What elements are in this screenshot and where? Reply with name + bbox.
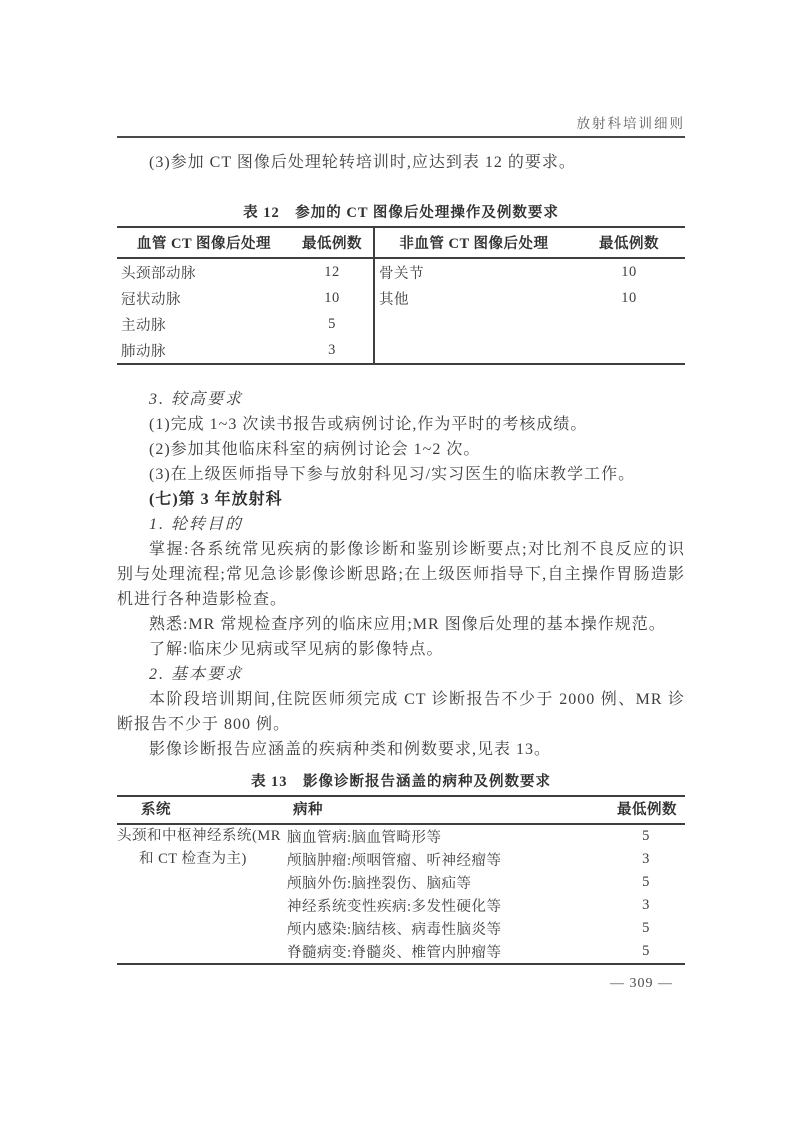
- table-row: [287, 825, 685, 848]
- cell-label: 主动脉: [121, 317, 166, 334]
- cell-disease: 脊髓病变:脊髓炎、椎管内肿瘤等: [287, 945, 502, 961]
- table-row: [287, 848, 685, 871]
- cell-label: 其他: [379, 291, 409, 308]
- cell-disease: 颅脑外伤:脑挫裂伤、脑疝等: [287, 876, 472, 892]
- intro-paragraph: (3)参加 CT 图像后处理轮转培训时,应达到表 12 的要求。: [149, 154, 576, 171]
- table12-right-half: [375, 228, 685, 363]
- running-head: 放射科培训细则: [576, 116, 685, 131]
- subheading-basic-requirements: 2. 基本要求: [149, 666, 244, 683]
- table12: [117, 226, 685, 365]
- page-number: — 309 —: [610, 976, 673, 991]
- list-item: (2)参加其他临床科室的病例讨论会 1~2 次。: [149, 441, 481, 458]
- cell-disease: 颅脑肿瘤:颅咽管瘤、听神经瘤等: [287, 853, 502, 869]
- column-header: 非血管 CT 图像后处理: [399, 236, 549, 252]
- system-line: 和 CT 检查为主): [139, 851, 247, 867]
- cell-disease: 脑血管病:脑血管畸形等: [287, 830, 442, 846]
- table-row: [117, 259, 373, 285]
- table-row: [117, 311, 373, 337]
- table12-left-half: [117, 228, 375, 363]
- table13-header-row: [117, 797, 685, 825]
- paragraph-report-counts: 本阶段培训期间,住院医师须完成 CT 诊断报告不少于 2000 例、MR 诊断报告不少于 800 例。: [117, 691, 685, 733]
- system-cell: [117, 825, 287, 963]
- table-row: [117, 285, 373, 311]
- cell-label: 肺动脉: [121, 343, 166, 360]
- column-header: 最低例数: [302, 236, 362, 252]
- table-row: [375, 285, 685, 311]
- list-item: (1)完成 1~3 次读书报告或病例讨论,作为平时的考核成绩。: [149, 416, 588, 433]
- subheading-higher-requirements: 3. 较高要求: [149, 391, 244, 408]
- table-row: [287, 894, 685, 917]
- paragraph-familiar: 熟悉:MR 常规检查序列的临床应用;MR 图像后处理的基本操作规范。: [149, 616, 666, 633]
- table-row: [375, 259, 685, 285]
- cell-label: 头颈部动脉: [121, 265, 196, 282]
- table13: [117, 795, 685, 965]
- column-header: 最低例数: [599, 236, 659, 252]
- table13-caption: 表 13 影像诊断报告涵盖的病种及例数要求: [250, 774, 552, 790]
- paragraph-know: 了解:临床少见病或罕见病的影像特点。: [149, 641, 444, 658]
- table12-left-header-row: [117, 228, 373, 259]
- table-row-empty: [375, 311, 685, 337]
- column-header: 最低例数: [617, 802, 677, 818]
- cell-value: 10: [621, 263, 637, 280]
- cell-min-cases: 5: [642, 874, 650, 890]
- cell-min-cases: 3: [642, 851, 650, 867]
- table-row: [117, 337, 373, 363]
- cell-value: 10: [621, 289, 637, 306]
- table12-caption: 表 12 参加的 CT 图像后处理操作及例数要求: [243, 205, 559, 221]
- table-row-empty: [375, 337, 685, 363]
- cell-min-cases: 5: [642, 943, 650, 959]
- table12-right-header-row: [375, 228, 685, 259]
- cell-min-cases: 5: [642, 920, 650, 936]
- list-item: (3)在上级医师指导下参与放射科见习/实习医生的临床教学工作。: [149, 466, 636, 483]
- table13-body: [117, 825, 685, 963]
- cell-disease: 颅内感染:脑结核、病毒性脑炎等: [287, 922, 502, 938]
- system-line: 头颈和中枢神经系统(MR: [117, 828, 281, 844]
- table-row: [287, 917, 685, 940]
- column-header: 血管 CT 图像后处理: [136, 236, 272, 252]
- table-row: [287, 940, 685, 963]
- cell-value: 5: [328, 315, 336, 332]
- paragraph-see-table13: 影像诊断报告应涵盖的疾病种类和例数要求,见表 13。: [149, 741, 552, 758]
- column-header: 系统: [141, 802, 171, 818]
- cell-label: 骨关节: [379, 265, 424, 282]
- cell-value: 3: [328, 341, 336, 358]
- cell-min-cases: 5: [642, 828, 650, 844]
- cell-disease: 神经系统变性疾病:多发性硬化等: [287, 899, 502, 915]
- subheading-rotation-purpose: 1. 轮转目的: [149, 516, 244, 533]
- cell-value: 12: [324, 263, 340, 280]
- table13-rows: [287, 825, 685, 963]
- paragraph-master: 掌握:各系统常见疾病的影像诊断和鉴别诊断要点;对比剂不良反应的识别与处理流程;常见急诊影像诊断思路;在上级医师指导下,自主操作胃肠造影机进行各种造影检查。: [117, 541, 685, 608]
- cell-value: 10: [324, 289, 340, 306]
- column-header: 病种: [293, 802, 323, 818]
- cell-label: 冠状动脉: [121, 291, 181, 308]
- table-row: [287, 871, 685, 894]
- section-heading-year3-radiology: (七)第 3 年放射科: [149, 491, 283, 508]
- cell-min-cases: 3: [642, 897, 650, 913]
- header-rule: [117, 136, 685, 138]
- body-text: [117, 387, 685, 762]
